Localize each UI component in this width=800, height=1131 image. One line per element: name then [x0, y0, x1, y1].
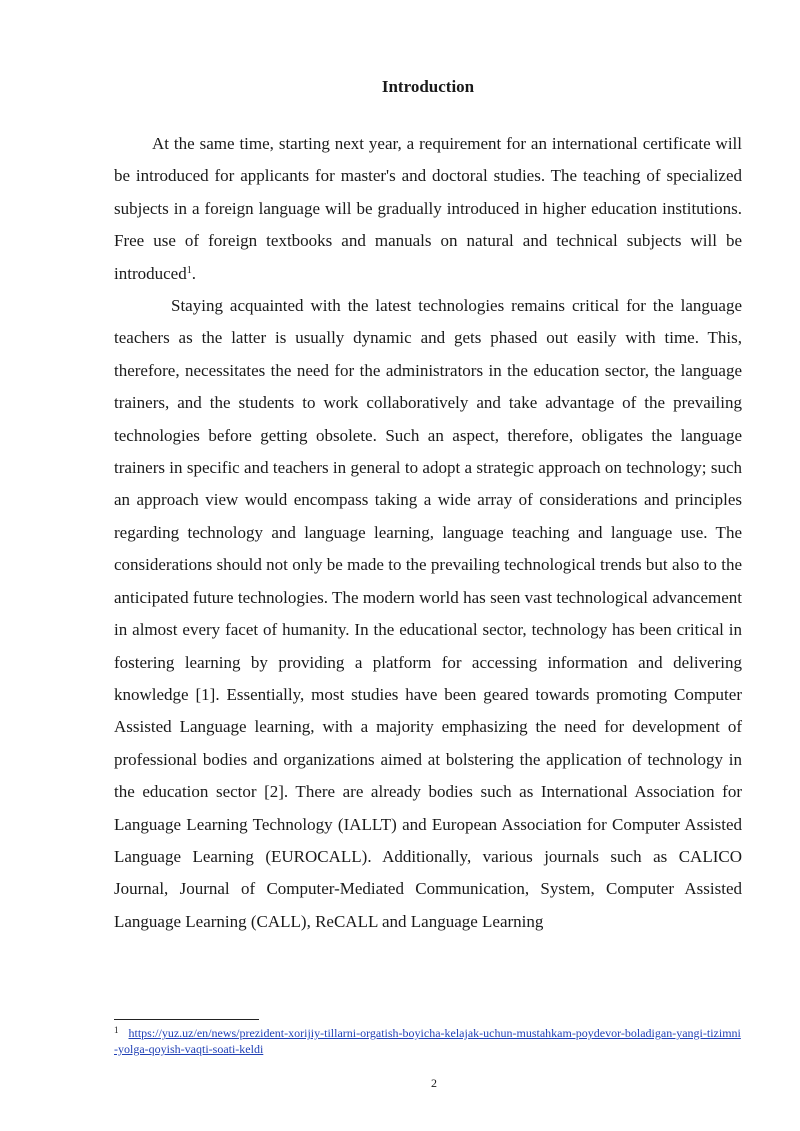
- section-title: Introduction: [381, 77, 475, 96]
- footnote-link[interactable]: https://yuz.uz/en/news/prezident-xorijiy-tillarni-orgatish-boyicha-kelajak-uchun-mustahkam-poydevor-boladigan-yangi-tizimni-yolga-qoyish-vaqti-soati-keldi: [114, 1026, 741, 1056]
- paragraph-2-text: Staying acquainted with the latest technologies remains critical for the language teachers as the latter is usually dynamic and gets phased out easily with time. This, therefore, necessitates the need for the administrators in the education sector, the language trainers, and the students to work collaboratively and take advantage of the prevailing technologies before getting obsolete. Such an aspect, therefore, obligates the language trainers in specific and teachers in general to adopt a strategic approach on technology; such an approach view would encompass taking a wide array of considerations and principles regarding technology and language learning, language teaching and language use. The considerations should not only be made to the prevailing technological trends but also to the anticipated future technologies. The modern world has seen vast technological advancement in almost every facet of humanity. In the educational sector, technology has been critical in fostering learning by providing a platform for accessing information and delivering knowledge [1]. Essentially, most studies have been geared towards promoting Computer Assisted Language learning, with a majority emphasizing the need for development of professional bodies and organizations aimed at bolstering the application of technology in the education sector [2]. There are already bodies such as International Association for Language Learning Technology (IALLT) and European Association for Computer Assisted Language Learning (EUROCALL). Additionally, various journals such as CALICO Journal, Journal of Computer-Mediated Communication, System, Computer Assisted Language Learning (CALL), ReCALL and Language Learning: [114, 296, 742, 931]
- footnote: [114, 1022, 742, 1057]
- paragraph-2: [114, 290, 742, 938]
- paragraph-1: [114, 128, 742, 290]
- paragraph-1-text: At the same time, starting next year, a requirement for an international certificate will be introduced for applicants for master's and doctoral studies. The teaching of specialized subjects in a foreign language will be gradually introduced in higher education institutions. Free use of foreign textbooks and manuals on natural and technical subjects will be introduced: [114, 134, 742, 283]
- paragraph-1-tail: .: [191, 263, 196, 283]
- footnote-separator: [114, 1019, 259, 1020]
- body-text: [114, 128, 742, 938]
- footnote-reference[interactable]: 1: [186, 264, 192, 276]
- footnote-mark: 1: [114, 1025, 119, 1035]
- page-number: 2: [431, 1076, 437, 1090]
